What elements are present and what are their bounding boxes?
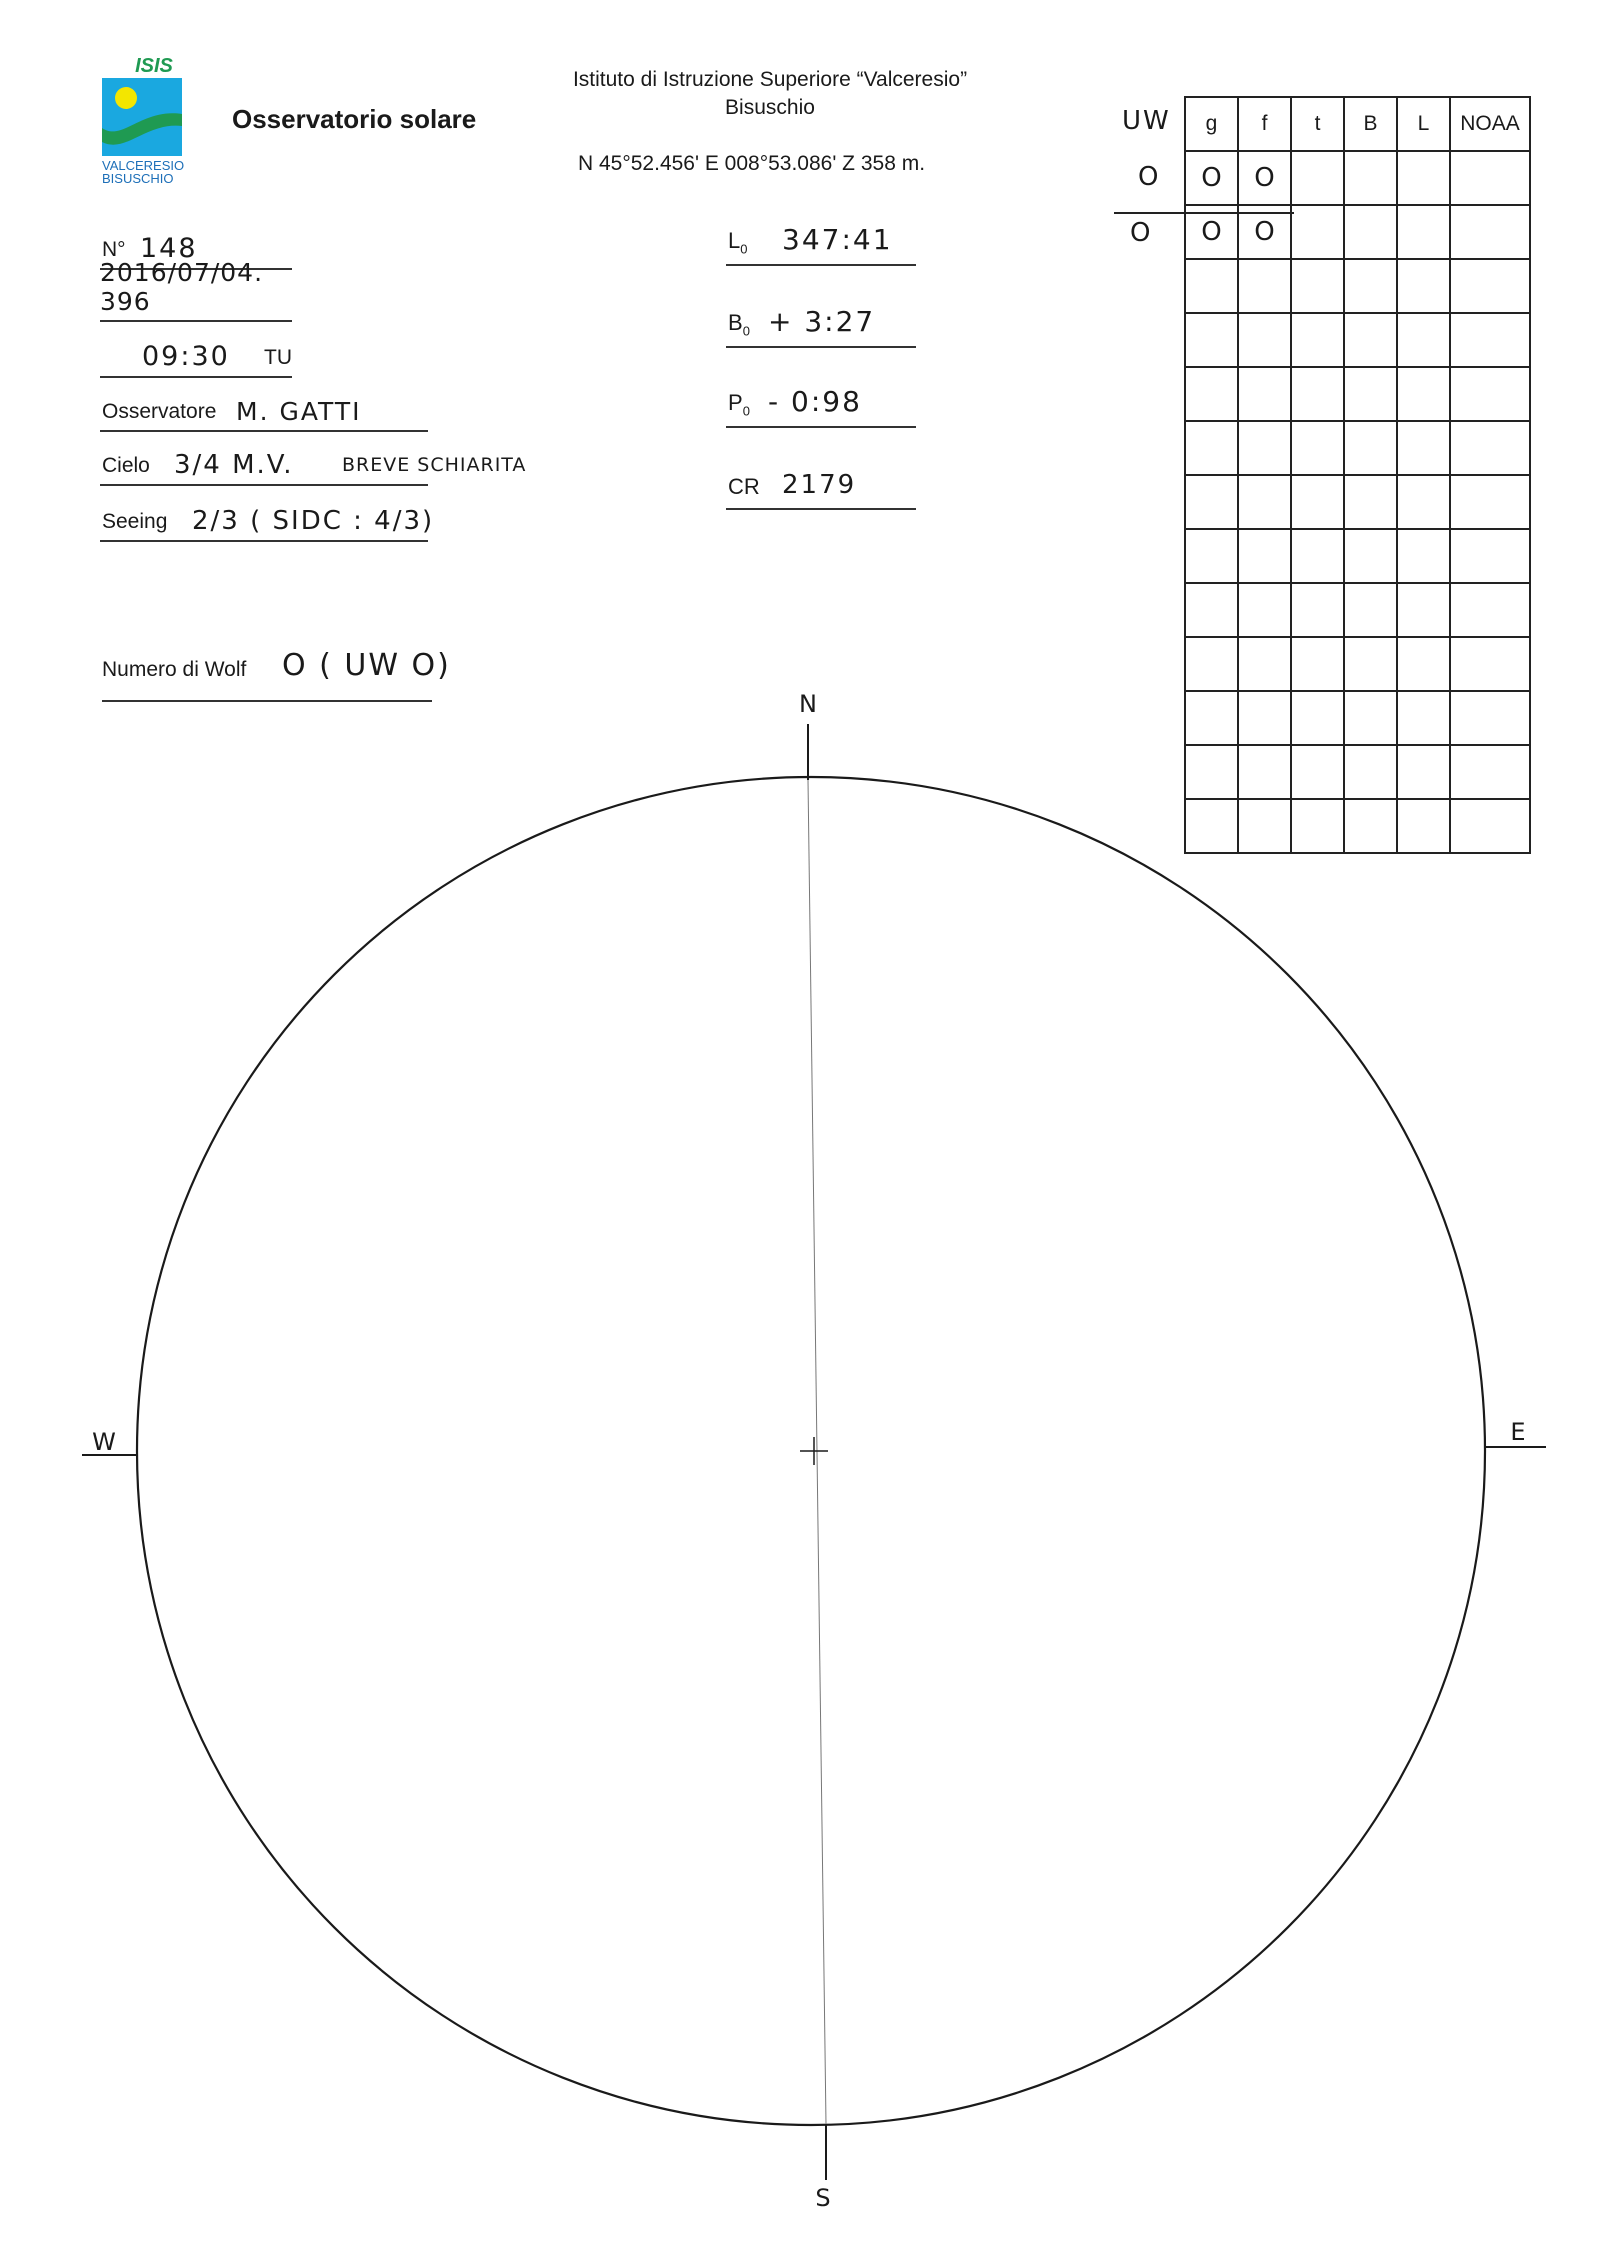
institute-name: Istituto di Istruzione Superiore “Valceresio” <box>572 68 968 91</box>
l0-label: $L_0$ <box>728 227 748 256</box>
sky-value: 3/4 M.V. <box>174 450 294 480</box>
l0-value: 347:41 <box>782 223 893 256</box>
observer-label: Osservatore <box>102 400 217 423</box>
north-label: N <box>799 690 817 718</box>
groups-table-header-cell: L <box>1397 97 1450 151</box>
observer-value: M. GATTI <box>236 397 362 426</box>
time-value: 09:30 <box>142 341 230 372</box>
south-label: S <box>815 2184 831 2212</box>
central-meridian-line <box>808 780 826 2124</box>
time-unit: TU <box>264 346 292 369</box>
sky-note: BREVE SCHIARITA <box>342 454 527 476</box>
station-coordinates: N 45°52.456' E 008°53.086' Z 358 m. <box>578 152 926 175</box>
p0-label: $P_0$ <box>728 389 750 418</box>
sky-label: Cielo <box>102 454 150 477</box>
record-number-value: 148 <box>140 233 198 264</box>
groups-table-header-cell: B <box>1344 97 1397 151</box>
wolf-number-label: Numero di Wolf <box>102 658 247 681</box>
date-value: 2016/07/04. 396 <box>100 258 264 316</box>
institute-town: Bisuschio <box>725 96 815 119</box>
seeing-label: Seeing <box>102 510 168 533</box>
east-label: E <box>1510 1418 1526 1446</box>
logo-bisuschio-text: BISUSCHIO <box>102 171 174 186</box>
record-number-label: N° <box>102 238 126 261</box>
logo-valceresio-text: VALCERESIO <box>102 158 185 173</box>
p0-value: - 0:98 <box>768 385 862 418</box>
logo-isis-text: ISIS <box>135 56 173 77</box>
uw-value: O <box>1138 162 1161 192</box>
wolf-number-value: O ( UW O) <box>282 648 451 683</box>
cr-value: 2179 <box>782 470 857 500</box>
seeing-value: 2/3 ( SIDC : 4/3) <box>192 506 435 536</box>
groups-table-header-cell: NOAA <box>1450 97 1530 151</box>
b0-value: + 3:27 <box>768 305 876 338</box>
groups-table-cell: O <box>1238 205 1291 259</box>
groups-table-cell: O <box>1185 151 1238 205</box>
uw-header: UW <box>1122 106 1171 136</box>
uw-value: O <box>1130 218 1153 248</box>
groups-table-cell: O <box>1185 205 1238 259</box>
groups-table-header-cell: f <box>1238 97 1291 151</box>
org-title: Osservatorio solare <box>232 104 477 134</box>
groups-table-header-cell: t <box>1291 97 1344 151</box>
cr-label: CR <box>728 474 760 499</box>
groups-table-header-cell: g <box>1185 97 1238 151</box>
groups-table-cell: O <box>1238 151 1291 205</box>
west-label: W <box>92 1428 116 1456</box>
b0-label: $B_0$ <box>728 309 750 338</box>
